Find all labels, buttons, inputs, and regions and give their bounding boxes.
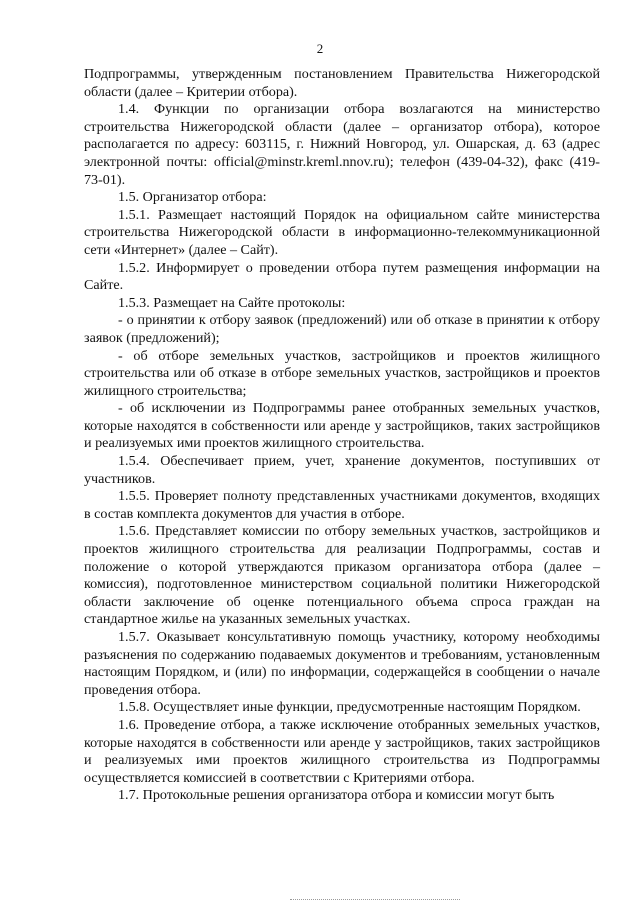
scan-artifact [290,899,460,901]
paragraph-1-5-7: 1.5.7. Оказывает консультативную помощь участнику, которому необходимы разъяснения по содержанию подаваемых документов и требованиям, установленным настоящим Порядком, и (или) по информации, содержащейся в сообщении о начале проведения отбора. [84,629,600,698]
paragraph-1-5-8: 1.5.8. Осуществляет иные функции, предусмотренные настоящим Порядком. [118,699,581,716]
document-body [84,66,600,805]
page-number: 2 [316,41,324,56]
list-item-selection: - об отборе земельных участков, застройщиков и проектов жилищного строительства или об отказе в отборе земельных участков, застройщиков и проектов жилищного строительства; [84,347,600,399]
paragraph-1-5-2: 1.5.2. Информирует о проведении отбора путем размещения информации на Сайте. [84,259,600,294]
paragraph-1-6: 1.6. Проведение отбора, а также исключение отобранных земельных участков, которые находятся в собственности или аренде у застройщиков, таких застройщиков и реализуемых ими проектов жилищного строительства из Подпрограммы осуществляется комиссией в соответствии с Критериями отбора. [84,716,600,786]
paragraph-continuation: Подпрограммы, утвержденным постановлением Правительства Нижегородской области (далее – Критерии отбора). [84,66,600,100]
paragraph-1-5-1: 1.5.1. Размещает настоящий Порядок на официальном сайте министерства строительства Нижегородской области в информационно-телекоммуникационной сети «Интернет» (далее – Сайт). [84,206,600,258]
paragraph-1-5-3: 1.5.3. Размещает на Сайте протоколы: [118,294,346,311]
paragraph-1-4: 1.4. Функции по организации отбора возлагаются на министерство строительства Нижегородской области (далее – организатор отбора), которое располагается по адресу: 603115, г. Нижний Новгород, ул. Ошарская, д. 63 (адрес электронной почты: official@minstr.kreml.nnov.ru); телефон (439-04-32), факс (419-73-01). [84,101,600,188]
paragraph-1-5-5: 1.5.5. Проверяет полноту представленных участниками документов, входящих в состав комплекта документов для участия в отборе. [84,488,600,522]
list-item-exclusion: - об исключении из Подпрограммы ранее отобранных земельных участков, которые находятся в собственности или аренде у застройщиков, таких застройщиков и реализуемых ими проектов жилищного строительства. [84,400,600,452]
list-item-acceptance: - о принятии к отбору заявок (предложений) или об отказе в принятии к отбору заявок (предложений); [84,312,600,346]
paragraph-1-7: 1.7. Протокольные решения организатора отбора и комиссии могут быть [118,787,555,804]
paragraph-1-5: 1.5. Организатор отбора: [118,189,267,206]
paragraph-1-5-6: 1.5.6. Представляет комиссии по отбору земельных участков, застройщиков и проектов жилищного строительства для реализации Подпрограммы, состав и положение о которой утверждаются приказом организатора отбора (далее – комиссия), подготовленное министерством социальной политики Нижегородской области заключение об оценке потенциального объема спроса граждан на стандартное жилье на указанных земельных участках. [84,523,600,628]
paragraph-1-5-4: 1.5.4. Обеспечивает прием, учет, хранение документов, поступивших от участников. [84,453,600,487]
